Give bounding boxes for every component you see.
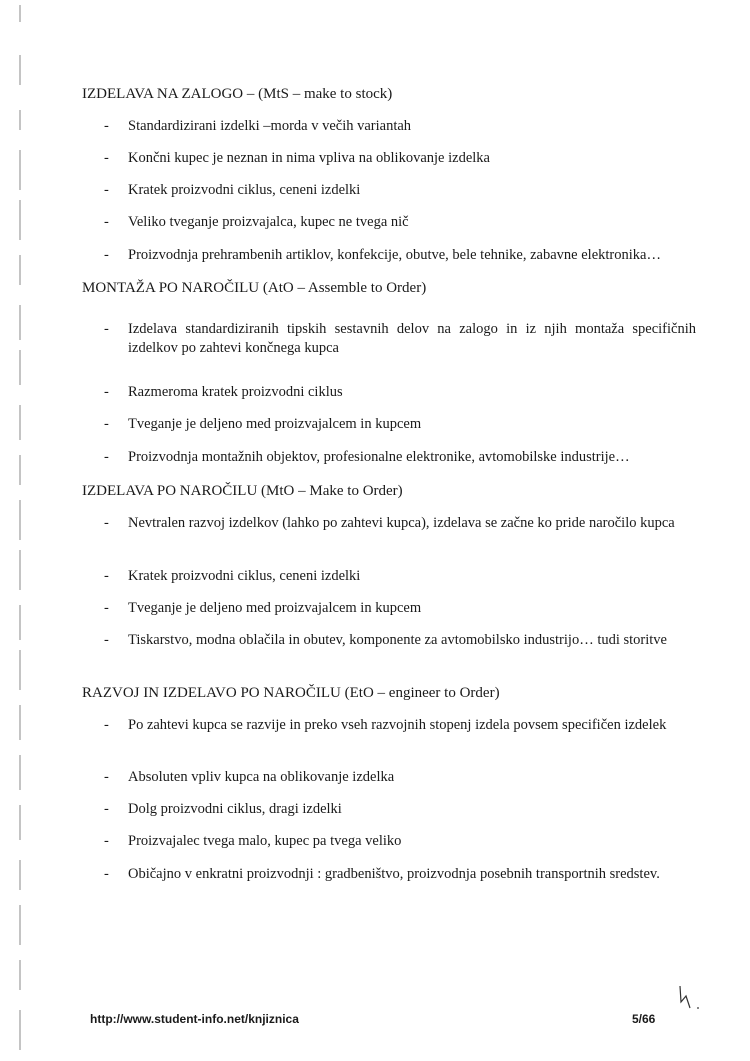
list-item: - Tiskarstvo, modna oblačila in obutev, komponente za avtomobilsko industrijo… tudi storitve xyxy=(104,632,667,648)
list-item: - Proizvodnja montažnih objektov, profesionalne elektronike, avtomobilske industrije… xyxy=(104,449,630,465)
list-item: - Tveganje je deljeno med proizvajalcem in kupcem xyxy=(104,600,422,616)
list-item: - Tveganje je deljeno med proizvajalcem in kupcem xyxy=(104,416,422,432)
handwritten-page-mark xyxy=(676,984,706,1014)
binder-margin-marks xyxy=(17,0,25,1061)
list-item: - Kratek proizvodni ciklus, ceneni izdelki xyxy=(104,568,361,584)
list-item: - Dolg proizvodni ciklus, dragi izdelki xyxy=(104,801,342,817)
footer-url: http://www.student-info.net/knjiznica xyxy=(90,1012,299,1026)
list-item: - Izdelava standardiziranih tipskih sestavnih delov na zalogo in iz njih montaža specifičnih izdelkov po zahtevi končnega kupca xyxy=(104,321,696,356)
list-item: - Proizvajalec tvega malo, kupec pa tvega veliko xyxy=(104,833,402,849)
list-item: - Kratek proizvodni ciklus, ceneni izdelki xyxy=(104,182,361,198)
list-item: - Razmeroma kratek proizvodni ciklus xyxy=(104,384,343,400)
list-item: - Nevtralen razvoj izdelkov (lahko po zahtevi kupca), izdelava se začne ko pride naročilo kupca xyxy=(104,515,675,531)
section-heading-eto: RAZVOJ IN IZDELAVO PO NAROČILU (EtO – engineer to Order) xyxy=(82,685,500,701)
list-item: - Absoluten vpliv kupca na oblikovanje izdelka xyxy=(104,769,395,785)
list-item: - Proizvodnja prehrambenih artiklov, konfekcije, obutve, bele tehnike, zabavne elektronika… xyxy=(104,247,661,263)
list-item: - Običajno v enkratni proizvodnji : gradbeništvo, proizvodnja posebnih transportnih sredstev. xyxy=(104,866,660,882)
list-item: - Standardizirani izdelki –morda v večih variantah xyxy=(104,118,412,134)
section-heading-mto: IZDELAVA PO NAROČILU (MtO – Make to Order) xyxy=(82,483,403,499)
list-item: - Končni kupec je neznan in nima vpliva na oblikovanje izdelka xyxy=(104,150,490,166)
page-number: 5/66 xyxy=(632,1012,656,1026)
list-item: - Po zahtevi kupca se razvije in preko vseh razvojnih stopenj izdela povsem specifičen izdelek xyxy=(104,717,667,733)
list-item: - Veliko tveganje proizvajalca, kupec ne tvega nič xyxy=(104,214,409,230)
section-heading-ato: MONTAŽA PO NAROČILU (AtO – Assemble to Order) xyxy=(82,280,427,296)
section-heading-mts: IZDELAVA NA ZALOGO – (MtS – make to stock) xyxy=(82,86,393,102)
